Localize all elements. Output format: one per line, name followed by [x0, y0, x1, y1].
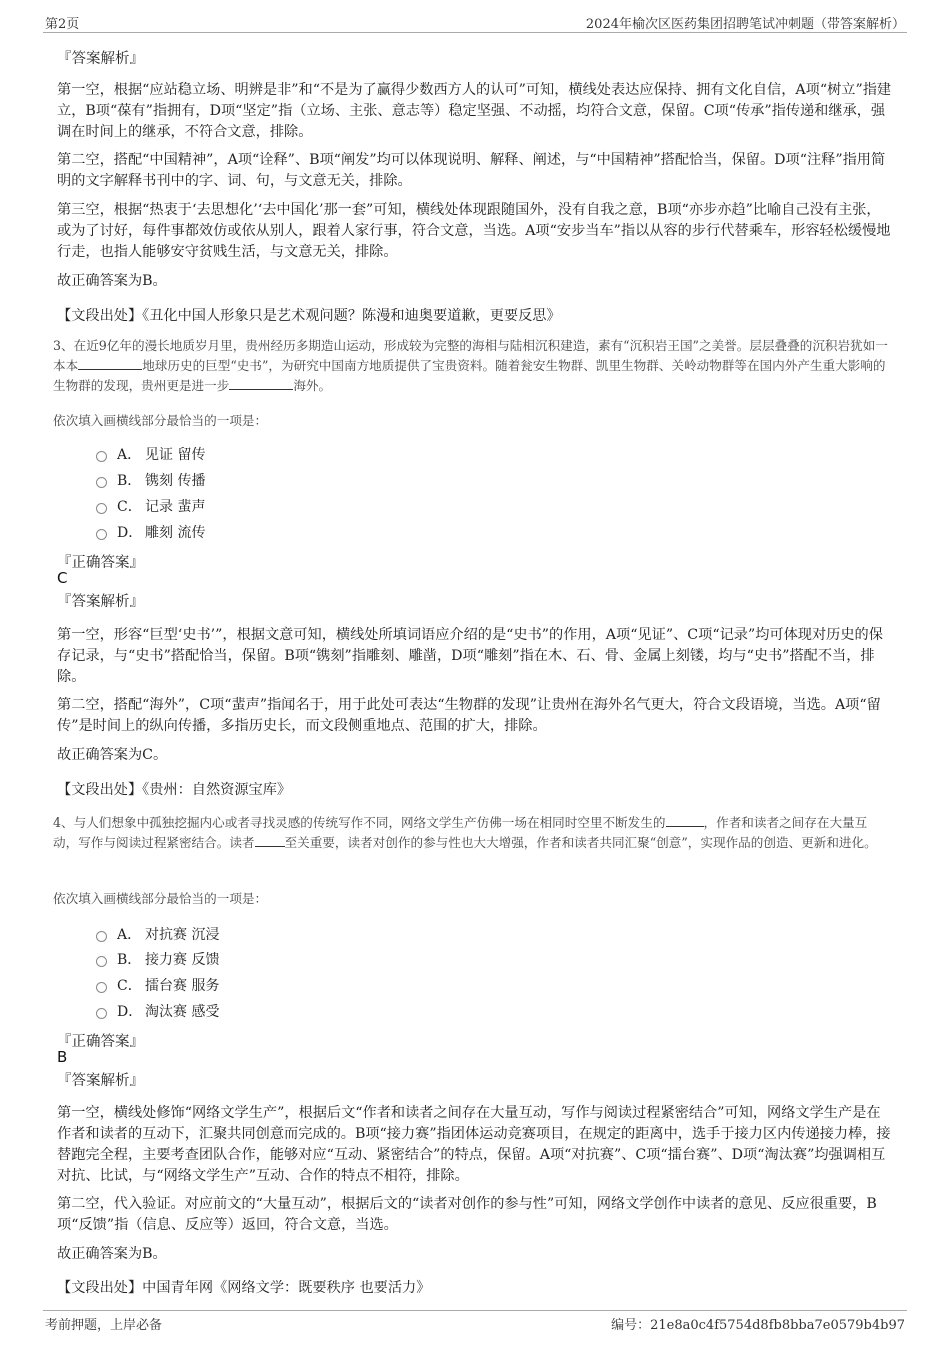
footer-slogan: 考前押题，上岸必备	[45, 1318, 163, 1333]
q4-option-c[interactable]: C． 擂台赛 服务	[96, 975, 219, 995]
q2-analysis-p3: 第三空，根据“热衷于‘去思想化’‘去中国化’那一套”可知，横线处体现跟随国外，没有自我之意，B项“亦步亦趋”比喻自己没有主张，或为了讨好，每件事都效仿或依从别人，跟着人家行事，符合文意，当选。A项“安步当车”指以从容的步行代替乘车，形容轻松缓慢地行走，也指人能够安守贫贱生活，与文意无关，排除。	[57, 202, 891, 260]
q4-analysis-p2: 第二空，代入验证。对应前文的“大量互动”，根据后文的“读者对创作的参与性”可知，网络文学创作中读者的意见、反应很重要，B项“反馈”指（信息、反应等）返回，符合文意，当选。	[57, 1196, 877, 1233]
q3-option-d[interactable]: D． 雕刻 流传	[96, 522, 205, 542]
q3-answer: C	[57, 569, 68, 587]
q4-analysis-label: 『答案解析』	[57, 1073, 144, 1089]
q3-blank-2	[229, 377, 293, 390]
q4-option-b[interactable]: B． 接力赛 反馈	[96, 949, 219, 969]
radio-icon[interactable]	[96, 477, 107, 488]
q4-source: 【文段出处】中国青年网《网络文学：既要秩序 也要活力》	[57, 1280, 431, 1296]
q4-answer: B	[57, 1048, 68, 1066]
q3-conclusion: 故正确答案为C。	[57, 747, 168, 763]
radio-icon[interactable]	[96, 451, 107, 462]
footer-divider	[43, 1310, 907, 1311]
radio-icon[interactable]	[96, 503, 107, 514]
document-title: 2024年榆次区医药集团招聘笔试冲刺题（带答案解析）	[585, 17, 905, 32]
q2-conclusion: 故正确答案为B。	[57, 273, 167, 289]
radio-icon[interactable]	[96, 1008, 107, 1019]
q2-source: 【文段出处】《丑化中国人形象只是艺术观问题？陈漫和迪奥要道歉，更要反思》	[57, 308, 561, 324]
q2-analysis-label: 『答案解析』	[57, 51, 144, 67]
header-divider	[43, 32, 907, 33]
radio-icon[interactable]	[96, 931, 107, 942]
q4-instruction: 依次填入画横线部分最恰当的一项是：	[53, 891, 268, 906]
q3-instruction: 依次填入画横线部分最恰当的一项是：	[53, 413, 268, 428]
document-id: 编号：21e8a0c4f5754d8fb8bba7e0579b4b97	[611, 1318, 905, 1333]
q4-option-a[interactable]: A． 对抗赛 沉浸	[96, 924, 219, 944]
page-number: 第2页	[45, 17, 80, 32]
radio-icon[interactable]	[96, 956, 107, 967]
q3-option-c[interactable]: C． 记录 蜚声	[96, 496, 205, 516]
q4-option-d[interactable]: D． 淘汰赛 感受	[96, 1001, 219, 1021]
q3-analysis-label: 『答案解析』	[57, 594, 144, 610]
q4-stem: 4、与人们想象中孤独挖掘内心或者寻找灵感的传统写作不同，网络文学生产仿佛一场在相同时空里不断发生的 ，作者和读者之间存在大量互动，写作与阅读过程紧密结合。读者 至关重要，读者对创作的参与性也大大增强，作者和读者共同汇聚“创意”，实现作品的创造、更新和进化。	[53, 815, 877, 850]
q4-answer-label: 『正确答案』	[57, 1034, 144, 1050]
radio-icon[interactable]	[96, 529, 107, 540]
q4-blank-1	[666, 814, 704, 827]
q3-option-b[interactable]: B． 镌刻 传播	[96, 470, 205, 490]
q4-analysis-p1: 第一空，横线处修饰“网络文学生产”，根据后文“作者和读者之间存在大量互动，写作与阅读过程紧密结合”可知，网络文学生产是在作者和读者的互动下，汇聚共同创意而完成的。B项“接力赛”指团体运动竞赛项目，在规定的距离中，选手于接力区内传递接力棒，接替跑完全程，主要考查团队合作，能够对应“互动、紧密结合”的特点，保留。A项“对抗赛”、C项“擂台赛”、D项“淘汰赛”均强调相互对抗、比试，与“网络文学生产”互动、合作的特点不相符，排除。	[57, 1105, 891, 1184]
q2-analysis-p1: 第一空，根据“应站稳立场、明辨是非”和“不是为了赢得少数西方人的认可”可知，横线处表达应保持、拥有文化自信，A项“树立”指建立，B项“葆有”指拥有，D项“坚定”指（立场、主张、意志等）稳定坚强、不动摇，均符合文意，保留。C项“传承”指传递和继承，强调在时间上的继承，不符合文意，排除。	[57, 82, 892, 140]
q3-analysis-p2: 第二空，搭配“海外”，C项“蜚声”指闻名于，用于此处可表达“生物群的发现”让贵州在海外名气更大，符合文段语境，当选。A项“留传”是时间上的纵向传播，多指历史长，而文段侧重地点、范围的扩大，排除。	[57, 697, 881, 734]
q3-option-a[interactable]: A． 见证 留传	[96, 444, 205, 464]
q3-source: 【文段出处】《贵州：自然资源宝库》	[57, 782, 292, 798]
q3-answer-label: 『正确答案』	[57, 555, 144, 571]
q3-stem: 3、在近9亿年的漫长地质岁月里，贵州经历多期造山运动，形成较为完整的海相与陆相沉积建造，素有“沉积岩王国”之美誉。层层叠叠的沉积岩犹如一本本 地球历史的巨型“史书”，为研究中国南方地质提供了宝贵资料。随着瓮安生物群、凯里生物群、关岭动物群等在国内外产生重大影响的生物群的发现，贵州更是进一步 海外。	[53, 338, 888, 393]
q2-analysis-p2: 第二空，搭配“中国精神”，A项“诠释”、B项“阐发”均可以体现说明、解释、阐述，与“中国精神”搭配恰当，保留。D项“注释”指用简明的文字解释书刊中的字、词、句，与文意无关，排除。	[57, 152, 886, 189]
q3-analysis-p1: 第一空，形容“巨型‘史书’”，根据文意可知，横线处所填词语应介绍的是“史书”的作用，A项“见证”、C项“记录”均可体现对历史的保存记录，与“史书”搭配恰当，保留。B项“镌刻”指雕刻、雕凿，D项“雕刻”指在木、石、骨、金属上刻镂，均与“史书”搭配不当，排除。	[57, 627, 883, 685]
q4-blank-2	[255, 834, 285, 847]
radio-icon[interactable]	[96, 982, 107, 993]
q3-blank-1	[78, 357, 142, 370]
q4-conclusion: 故正确答案为B。	[57, 1246, 167, 1262]
